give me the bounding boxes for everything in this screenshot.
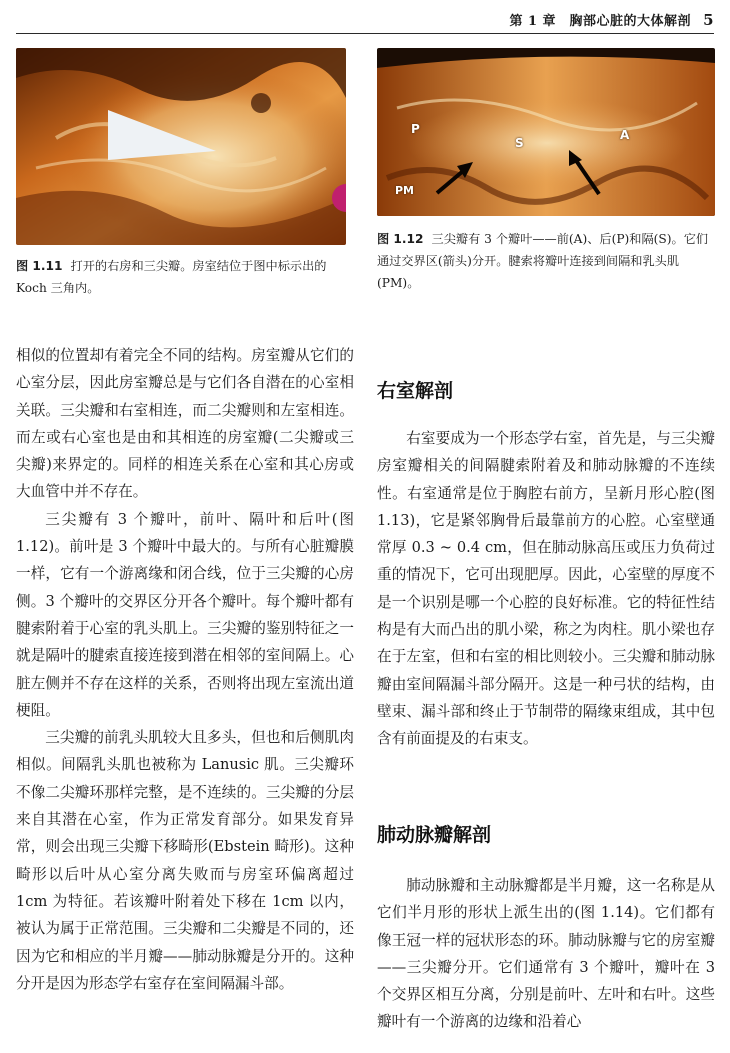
label-septal: S bbox=[515, 136, 524, 150]
page-number: 5 bbox=[703, 11, 714, 29]
heart-photo-tricuspid-leaflets bbox=[377, 48, 715, 216]
paragraph: 三尖瓣的前乳头肌较大且多头，但也和后侧肌肉相似。间隔乳头肌也被称为 Lanusic 肌。三尖瓣环不像二尖瓣环那样完整，是不连续的。三尖瓣的分层来自其潜在心室，作为正常发育部分。如果发育异常，则会出现三尖瓣下移畸形(Ebstein 畸形)。这种畸形以后叶从心室分离失败而与房室环偏离超过 1cm 为特征。若该瓣叶附着处下移在 1cm 以内，被认为属于正常范围。三尖瓣和二尖瓣是不同的，还因为它和相应的半月瓣——肺动脉瓣是分开的。这种分开是因为形态学右室存在室间隔漏斗部。 bbox=[16, 729, 354, 992]
chapter-title: 第 1 章 胸部心脏的大体解剖 bbox=[509, 14, 692, 29]
running-header bbox=[16, 8, 714, 34]
left-column bbox=[16, 342, 354, 997]
running-header-text bbox=[509, 10, 714, 29]
right-column bbox=[377, 425, 715, 753]
paragraph: 右室要成为一个形态学右室，首先是，与三尖瓣房室瓣相关的间隔腱索附着及和肺动脉瓣的不连续性。右室通常是位于胸腔右前方，呈新月形心腔(图 1.13)，它是紧邻胸骨后最靠前方的心腔。心室壁通常厚 0.3 ~ 0.4 cm，但在肺动脉高压或压力负荷过重的情况下，它可出现肥厚。因此，心室壁的厚度不是一个识别是哪一个心腔的良好标准。它的特征性结构是有大而凸出的肌小梁，称之为肉柱。肌小梁也存在于左室，但和右室的相比则较小。三尖瓣和肺动脉瓣由室间隔漏斗部分隔开。这是一种弓状的结构，由壁束、漏斗部和终止于节制带的隔缘束组成，其中包含有前面提及的右束支。 bbox=[377, 430, 715, 748]
section-heading-pulmonary-valve: 肺动脉瓣解剖 bbox=[377, 824, 492, 846]
figure-1-11-photo bbox=[16, 48, 346, 245]
caption-text: 三尖瓣有 3 个瓣叶——前(A)、后(P)和隔(S)。它们通过交界区(箭头)分开。腱索将瓣叶连接到间隔和乳头肌(PM)。 bbox=[377, 232, 709, 290]
figure-number: 图 1.11 bbox=[16, 259, 63, 273]
label-anterior: A bbox=[620, 128, 630, 142]
paragraph: 肺动脉瓣和主动脉瓣都是半月瓣，这一名称是从它们半月形的形状上派生出的(图 1.14)。它们都有像王冠一样的冠状形态的环。肺动脉瓣与它的房室瓣——三尖瓣分开。它们通常有 3 个瓣叶，瓣叶在 3 个交界区相互分离，分别是前叶、左叶和右叶。这些瓣叶有一个游离的边缘和沿着心 bbox=[377, 877, 715, 1031]
caption-text: 打开的右房和三尖瓣。房室结位于图中标示出的 Koch 三角内。 bbox=[16, 259, 327, 295]
figure-1-12-photo bbox=[377, 48, 715, 216]
section-heading-right-ventricle: 右室解剖 bbox=[377, 380, 454, 402]
paragraph: 相似的位置却有着完全不同的结构。房室瓣从它们的心室分层，因此房室瓣总是与它们各自潜在的心室相关联。三尖瓣和右室相连，而二尖瓣则和左室相连。而左或右心室也是由和其相连的房室瓣(二尖瓣或三尖瓣)来界定的。同样的相连关系在心室和其心房或大血管中并不存在。 bbox=[16, 347, 354, 501]
right-column-lower bbox=[377, 872, 715, 1036]
figure-1-12-caption bbox=[377, 228, 715, 294]
paragraph: 三尖瓣有 3 个瓣叶，前叶、隔叶和后叶(图 1.12)。前叶是 3 个瓣叶中最大的。与所有心脏瓣膜一样，它有一个游离缘和闭合线，位于三尖瓣的心房侧。3 个瓣叶的交界区分开各个瓣叶。每个瓣叶都有腱索附着于心室的乳头肌上。三尖瓣的鉴别特征之一就是隔叶的腱索直接连接到潜在相邻的室间隔上。心脏左侧并不存在这样的关系，否则将出现左室流出道梗阻。 bbox=[16, 510, 354, 719]
figure-number: 图 1.12 bbox=[377, 232, 424, 246]
figure-1-11-caption bbox=[16, 255, 351, 299]
heart-photo-koch-triangle bbox=[16, 48, 346, 245]
label-posterior: P bbox=[411, 122, 420, 136]
label-papillary-muscle: PM bbox=[395, 184, 415, 197]
